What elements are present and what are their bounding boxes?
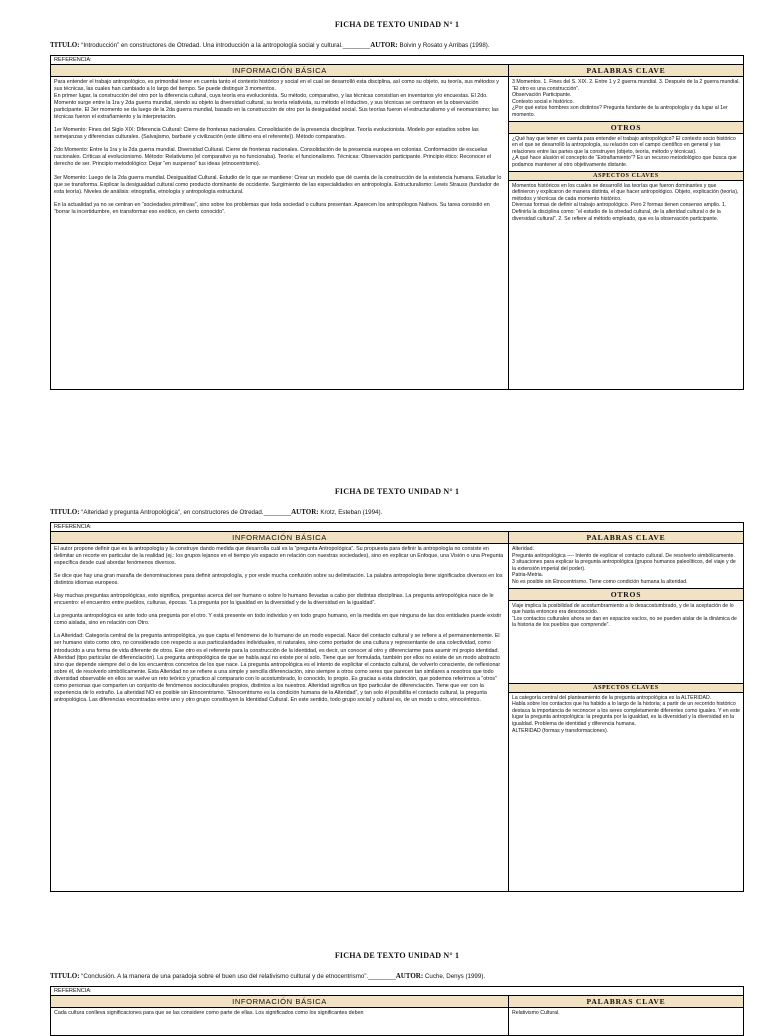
- keywords-body: 3 Momentos. 1. Fines del S. XIX. 2. Entre 1 y 2 guerra mundial. 3. Después de la 2 guerra mundial. “El otro es una construcción”. Observación Participante. Contexto social e histórico. ¿Por qué estos hombres son distintos? Pregunta fundante de la antropología y da lugar al 1er momento.: [512, 79, 740, 118]
- info-body: [51, 77, 508, 224]
- autor-text: Boivin y Rosato y Arribas (1998).: [399, 42, 490, 49]
- ficha-table: [50, 996, 744, 1036]
- aspectos-body: Momentos históricos en los cuales se desarrolló las teorías que fueron dominantes y que definieron y explicaron de manera distinta, el que hacer antropológico. Objeto, explicación (teoría), métodos y técnicas de cada momento histórico. Diversas formas de definir al trabajo antropológico. Pero 2 formas tienen consenso amplio. 1. Definirla la disciplina como: “el estudio de la otredad cultural, de la alteridad cultural o de la diversidad cultural”. 2. Se refiere al método empleado, que es la observación participante.: [512, 182, 739, 222]
- info-paragraph: Para entender el trabajo antropológico, es primordial tener en cuenta tanto el contexto histórico y social en el cual se desarrolló esta disciplina, así como su objeto, su teoría, sus métodos y sus técnicas, las cuales han cambiado a lo largo del tiempo. Se puede distinguir 3 momentos. En primer lugar, la construcción del otro por la diferencia cultural, cuya teoría era evolucionista. Su método, comparativo, y las técnicas consistían en inventarios y/o encuestas. El 2do. Momento surge entre la 1ra y 2da guerra mundial, siendo su objeto la diversidad cultural, su teoría relativista, su método el inductivo, y sus técnicas se centraron en la observación participante. El 3er momento se da luego de la 2da guerra mundial, basado en la construcción de otro por la desigualdad social. Sus teorías fueron el estructuralismo y el neomarxismo; las técnicas fueron el extrañamiento y la interpretación.: [54, 79, 499, 121]
- info-body: [51, 544, 508, 706]
- info-header: INFORMACIÓN BÁSICA: [51, 996, 508, 1008]
- otros-header: OTROS: [509, 121, 743, 134]
- ficha-card-1: [50, 20, 744, 390]
- keywords-body: Relativismo Cultural.: [512, 1010, 560, 1016]
- info-paragraph: La Alteridad: Categoría central de la pregunta antropológica, ya que capta el fenómeno de lo humano de un modo especial. Nace del contacto cultural y se refiere a el permanentemente. El ser humano visto como otro, no considerado con respecto a sus particularidades individuales, ni naturales, sino como portador de una cultura y representante de una colectividad, como introducido a una forma de vida diferente de otros. Ese otro es el referente para la construcción de la identidad, es decir, un conocer al otro y diferenciarme para asumir mi propio identidad. Alteridad (tipo particular de diferenciación). La pregunta antropológica de que se habla aquí no existe por sí solo. Tiene que ser formulada, también por ellos no existe de un modo abstracto sino que depende siempre del o de los encuentros concretos de los que nace. La pregunta antropológica es el intento de explicitar el contacto cultural, de volverlo consciente, de reflexionar sobre él, de resolverlo simbólicamente. Esta Alteridad no se refiere a una simple y sencilla diferenciación, sino siempre a otros como seres que parecen tan similares a nosotros que todo diversidad observable en ellos se vuelve un reto teórico y practico al comparario con lo acostumbrado, lo conocido, lo propio. Es gracias a esta distinción, que podemos referirnos a “otros” como personas que comparten un conjunto de fenómenos socioculturales propios, distintos a los nuestros. Alteridad significa un tipo particular de diferenciación. Tiene que ver con la experiencia de lo extraño. La alteridad NO es posible sin Etnocentrismo. “Etnocentrismo es la condición humana de la Alteridad”, y tan solo él posibilita el contacto cultural, la pregunta antropológica. Las diferencias encontradas entre uno y otro grupo constituyen la Identidad Cultural. En este sentido, todo grupo social y cultural es, de un modo u otro, etnocéntrico.: [54, 633, 501, 703]
- info-paragraph: Se dice que hay una gran maraña de denominaciones para definir antropología, y por ende mucha confusión sobre su delimitación. La palabra antropología tiene significados diversos en los distintos idiomas europeos.: [54, 573, 503, 587]
- autor-label: AUTOR:: [291, 508, 319, 516]
- titulo-text: “Alteridad y pregunta Antropológica”, en constructores de Otredad.________: [81, 509, 292, 516]
- info-paragraph: En la actualidad ya no se centran en “sociedades primitivas”, sino sobre los problemas que toda sociedad o cultura presentan. Aparecen los antropólogos Nativos. Su tarea consistió en “borrar la incertidumbre, en transformar eso exótico, en cierto conocido”.: [54, 201, 490, 215]
- autor-label: AUTOR:: [395, 972, 424, 980]
- titulo-text: “Introducción” en constructores de Otredad. Una introducción a la antropología social y cultural.________: [81, 42, 371, 49]
- info-paragraph: La pregunta antropológica es ante todo una pregunta por el otro. Y está presente en todo individuo y en todo grupo humano, en la medida en que ninguna de las dos entidades puede existir como aislada, sino en relación con Otro.: [54, 613, 502, 627]
- info-header: INFORMACIÓN BÁSICA: [51, 65, 508, 77]
- titulo-label: TITULO:: [50, 972, 80, 980]
- info-paragraph: El autor propone definir que es la antropología y la construye dando medida que desarrolla cuál es la “pregunta Antropológica”. Su propuesta para definir la antropología no consiste en delimitar un recorte en particular de la realidad (ej.: los grupos lejanos en el tiempo y/o espacio en relación con nuestras sociedades), sino en explicar un Enfoque, una Visión o una Pregunta específica desde cual abordar fenómenos diversos.: [54, 546, 504, 567]
- titulo-line: [50, 508, 744, 516]
- side-column: [509, 996, 743, 1035]
- info-column: [51, 996, 509, 1035]
- autor-text: Cuche, Denys (1999).: [424, 973, 486, 980]
- keywords-body: Alteridad. Pregunta antropológica ---- Intento de explicar el contacto cultural. De resolverlo simbólicamente. 3 situaciones para explicar la pregunta antropológica (grupos humanos paleolíticos, del viaje y de la extensión imperial del poder). Patria-Metria. No es posible sin Etnocentrismo. Tiene como condición humana la alteridad.: [512, 546, 736, 585]
- info-body: Cada cultura conlleva significaciones para que se las considere como parte de ellas. Los significados como los significantes deben: [54, 1010, 364, 1016]
- autor-text: Krotz, Esteban (1994).: [320, 509, 383, 516]
- info-column: [51, 65, 509, 389]
- referencia-row: REFERENCIA:: [50, 522, 744, 532]
- info-paragraph: 2do Momento: Entre la 1ra y la 2da guerra mundial. Diversidad Cultural. Cierre de fronteras nacionales. Consolidación de la presencia europea en colonias. Conformación de escuelas nacionales. Críticas al evolucionismo. Método: Relativismo (el comparativo ya no funcionaba). Teoría: el funcionalismo. Técnicas: Observación participante. Principio ético: Reconocer el derecho de ser. Principio metodológico: Dejar “en suspenso” tus ideas (etnocentrismo).: [54, 147, 492, 168]
- titulo-label: TITULO:: [50, 41, 80, 49]
- titulo-text: “Conclusión. A la manera de una paradoja sobre el buen uso del relativismo cultural y de etnocentrismo”.________: [81, 973, 396, 980]
- referencia-row: REFERENCIA:: [50, 55, 744, 65]
- ficha-table: [50, 532, 744, 892]
- ficha-title: FICHA DE TEXTO UNIDAD N° 1: [334, 20, 460, 29]
- aspectos-header: ASPECTOS CLAVES: [509, 683, 743, 693]
- ficha-card-3: [50, 951, 744, 1036]
- info-paragraph: 3er Momento: Luego de la 2da guerra mundial. Desigualdad Cultural. Estudio de lo que se mantiene: Crear un modelo que dé cuenta de la construcción de la existencia humana. Estudiar lo que se transforma. Explicar la desigualdad cultural como producto dominante de occidente. Surgimiento de las especialidades en antropología. Estructuralismo: Lewis Strauss (fundador de esta teoría). Niveles de análisis: etnografía, etnología y antropología estructural.: [54, 174, 502, 195]
- ficha-title: FICHA DE TEXTO UNIDAD N° 1: [334, 487, 460, 496]
- ficha-table: [50, 65, 744, 390]
- autor-label: AUTOR:: [370, 41, 398, 49]
- aspectos-body: La categoría central del planteamiento de la pregunta antropológica es la ALTERIDAD. Habla sobre los contactos que ha habido a lo largo de la historia; a partir de un recorrido histórico destaca la importancia de reconocer a los seres completamente diferentes como iguales. Y en este lugar la pregunta antropológica: la pregunta por la igualdad, es la diversidad y la diversidad en la igualdad. Problema de identidad y diferencia humana. ALTERIDAD (formas y transformaciones).: [512, 694, 740, 734]
- keywords-header: PALABRAS CLAVE: [509, 532, 743, 544]
- info-column: [51, 532, 509, 891]
- info-paragraph: 1er Momento: Fines del Siglo XIX: Diferencia Cultural: Cierre de fronteras nacionales. Consolidación de la presencia disciplinar. Teoría evolucionista. Modelo por estadios sobre las semejanzas y diferencias culturales. (Salvajismo, barbarie y civilización (este último era el referente)). Método comparativo.: [54, 127, 479, 141]
- aspectos-header: ASPECTOS CLAVES: [509, 171, 743, 181]
- side-column: [509, 532, 743, 891]
- titulo-label: TITULO:: [50, 508, 80, 516]
- keywords-header: PALABRAS CLAVE: [509, 65, 743, 77]
- side-column: [509, 65, 743, 389]
- otros-header: OTROS: [509, 588, 743, 601]
- titulo-line: [50, 972, 744, 980]
- otros-body: ¿Qué hay que tener en cuenta para entender el trabajo antropológico? El contexto socio histórico en el que se desarrolló la antropología, su relación con el campo científico en general y las relaciones entre las partes que la construyen (objeto, teoría, método y técnicas). ¿A qué hace alusión el concepto de “Extrañamiento”? Es un recurso metodológico que busca que podamos mantener al otro objetivamente distante.: [512, 135, 737, 168]
- ficha-title: FICHA DE TEXTO UNIDAD N° 1: [334, 951, 460, 960]
- info-paragraph: Hay muchas preguntas antropológicas, esto significa, preguntas acerca del ser humano o sobre lo humano llevadas a cabo por distintas disciplinas. La pregunta antropológica nace de le encuentro: el encuentro entre pueblos, culturas, épocas. “La pregunta por la igualdad en la diversidad y de la diversidad en la igualdad”.: [54, 593, 494, 607]
- keywords-header: PALABRAS CLAVE: [509, 996, 743, 1008]
- otros-body: Viaje implica la posibilidad de acostumbramiento a lo desacostumbrado, y de la aceptación de lo que hasta entonces era desconocido. “Los contactos culturales ahora se dan en espacios vacíos, no se pueden aislar de la dinámica de la historia de los pueblos que comprende”.: [512, 602, 737, 629]
- info-header: INFORMACIÓN BÁSICA: [51, 532, 508, 544]
- ficha-card-2: [50, 487, 744, 892]
- referencia-row: REFERENCIA:: [50, 986, 744, 996]
- titulo-line: [50, 41, 744, 49]
